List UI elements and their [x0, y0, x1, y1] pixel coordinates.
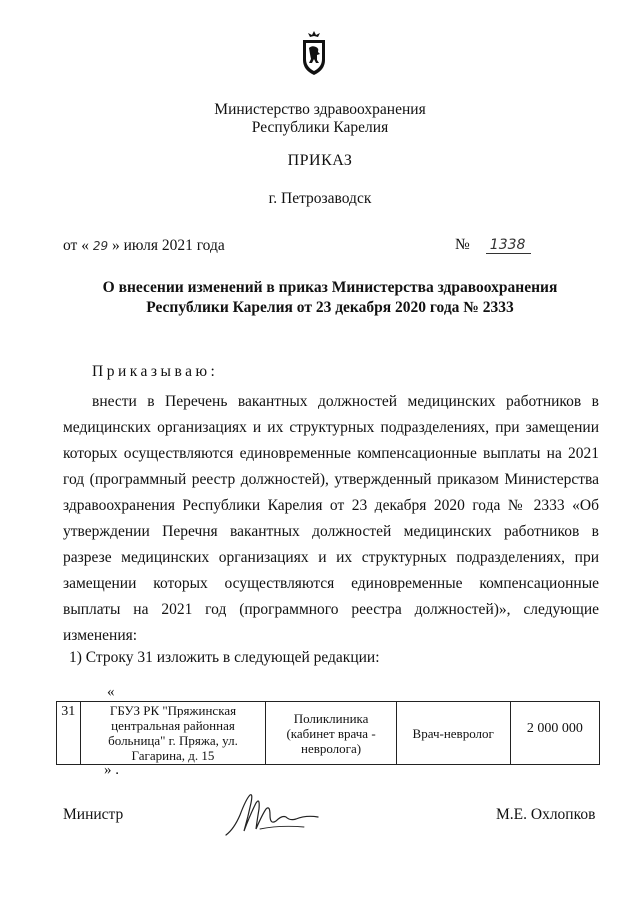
- closing-quote: » .: [104, 762, 119, 778]
- table-row: [57, 702, 600, 765]
- city: г. Петрозаводск: [268, 190, 372, 207]
- signatory-name: М.Е. Охлопков: [496, 806, 596, 823]
- handwritten-day: 29: [92, 239, 109, 253]
- ministry-line-2: Республики Карелия: [251, 119, 389, 136]
- document-type: ПРИКАЗ: [287, 152, 353, 169]
- order-number: [455, 236, 531, 254]
- ministry-line-1: Министерство здравоохранения: [214, 101, 426, 118]
- coat-of-arms-emblem: [300, 30, 328, 76]
- list-item-1: 1) Строку 31 изложить в следующей редакции:: [69, 649, 380, 666]
- number-label: №: [455, 236, 470, 253]
- amount-cell: 2 000 000: [510, 702, 599, 765]
- opening-quote: «: [107, 684, 115, 700]
- registry-table: [56, 701, 600, 765]
- order-directive: Приказываю:: [92, 363, 219, 380]
- order-body-paragraph: внести в Перечень вакантных должностей медицинских работников в медицинских организациях и их структурных подразделениях, при замещении которых осуществляются единовременные компенсационные выплаты на 2021 год (программный реестр должностей), утвержденный приказом Министерства здравоохранения Республики Карелия от 23 декабря 2020 года № 2333 «Об утверждении Перечня вакантных должностей медицинских работников в разрезе медицинских организациях и их структурных подразделениях, при замещении которых осуществляются единовременные компенсационные выплаты на 2021 год (программного реестра должностей)», следующие изменения:: [63, 393, 599, 644]
- handwritten-signature: [220, 785, 330, 845]
- handwritten-number: 1338: [486, 238, 532, 254]
- row-number-cell: 31: [57, 702, 81, 765]
- order-title: О внесении изменений в приказ Министерства здравоохранения Республики Карелия от 23 декабря 2020 года № 2333: [102, 279, 558, 316]
- position-cell: Врач-невролог: [396, 702, 510, 765]
- date-prefix: от «: [63, 237, 89, 254]
- order-date: [63, 237, 225, 255]
- date-suffix: » июля 2021 года: [111, 237, 225, 254]
- organization-cell: ГБУЗ РК "Пряжинская центральная районная больница" г. Пряжа, ул. Гагарина, д. 15: [80, 702, 266, 765]
- ministry-name: [0, 101, 640, 137]
- subdivision-cell: Поликлиника (кабинет врача - невролога): [266, 702, 396, 765]
- signatory-title: Министр: [63, 806, 124, 823]
